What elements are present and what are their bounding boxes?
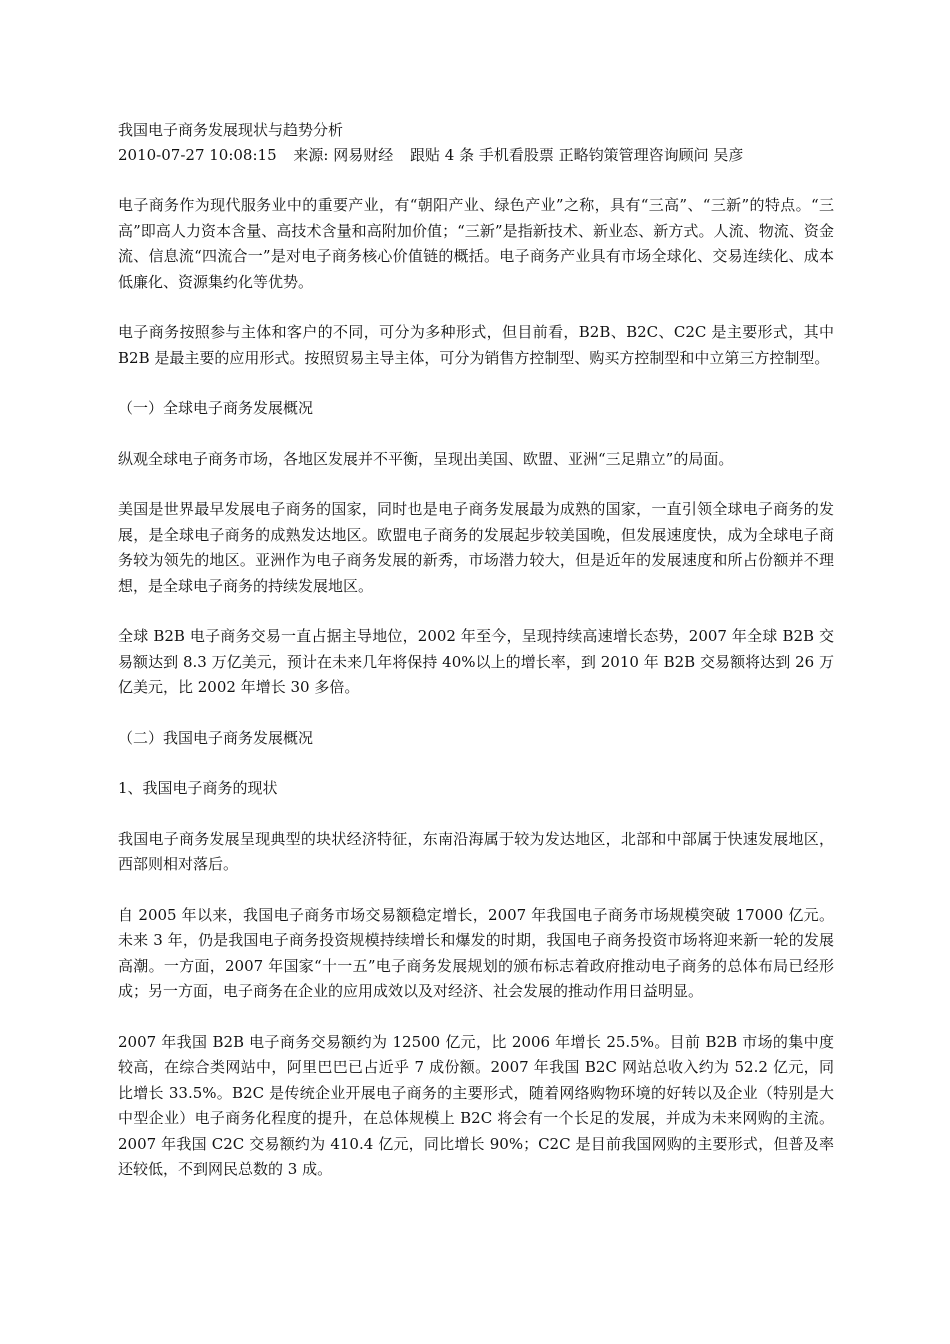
paragraph-intro: 电子商务作为现代服务业中的重要产业，有“朝阳产业、绿色产业”之称，具有“三高”、“三新”的特点。“三高”即高人力资本含量、高技术含量和高附加价值；“三新”是指新技术、新业态、新方式。人流、物流、资金流、信息流“四流合一”是对电子商务核心价值链的概括。电子商务产业具有市场全球化、交易连续化、成本低廉化、资源集约化等优势。 <box>118 196 834 291</box>
article-header <box>118 118 834 168</box>
article-title: 我国电子商务发展现状与趋势分析 <box>118 121 344 139</box>
section-heading-global: （一）全球电子商务发展概况 <box>118 399 314 417</box>
comments-info: 跟贴 4 条 手机看股票 正略钧策管理咨询顾问 吴彦 <box>410 146 744 164</box>
source-label: 来源: 网易财经 <box>293 146 394 164</box>
paragraph-china-segments: 2007 年我国 B2B 电子商务交易额约为 12500 亿元，比 2006 年增长 25.5%。目前 B2B 市场的集中度较高，在综合类网站中，阿里巴巴已占近乎 7 成份额。2007 年我国 B2C 网站总收入约为 52.2 亿元，同比增长 33.5%。B2C 是传统企业开展电子商务的主要形式，随着网络购物环境的好转以及企业（特别是大中型企业）电子商务化程度的提升，在总体规模上 B2C 将会有一个长足的发展，并成为未来网购的主流。2007 年我国 C2C 交易额约为 410.4 亿元，同比增长 90%；C2C 是目前我国网购的主要形式，但普及率还较低，不到网民总数的 3 成。 <box>118 1032 834 1178</box>
publish-datetime: 2010-07-27 10:08:15 <box>118 146 277 164</box>
subsection-heading-status: 1、我国电子商务的现状 <box>118 779 278 797</box>
paragraph-global-b2b: 全球 B2B 电子商务交易一直占据主导地位，2002 年至今，呈现持续高速增长态势，2007 年全球 B2B 交易额达到 8.3 万亿美元，预计在未来几年将保持 40%以上的增长率，到 2010 年 B2B 交易额将达到 26 万亿美元，比 2002 年增长 30 多倍。 <box>118 627 834 696</box>
paragraph-regions: 美国是世界最早发展电子商务的国家，同时也是电子商务发展最为成熟的国家，一直引领全球电子商务的发展，是全球电子商务的成熟发达地区。欧盟电子商务的发展起步较美国晚，但发展速度快，成为全球电子商务较为领先的地区。亚洲作为电子商务发展的新秀，市场潜力较大，但是近年的发展速度和所占份额并不理想，是全球电子商务的持续发展地区。 <box>118 500 834 595</box>
article-meta <box>118 143 834 168</box>
paragraph-forms: 电子商务按照参与主体和客户的不同，可分为多种形式，但目前看，B2B、B2C、C2C 是主要形式，其中 B2B 是最主要的应用形式。按照贸易主导主体，可分为销售方控制型、购买方控制型和中立第三方控制型。 <box>118 323 834 367</box>
paragraph-china-regional: 我国电子商务发展呈现典型的块状经济特征，东南沿海属于较为发达地区，北部和中部属于快速发展地区，西部则相对落后。 <box>118 829 834 873</box>
article <box>118 118 834 1208</box>
section-heading-china: （二）我国电子商务发展概况 <box>118 728 314 747</box>
paragraph-global-overview: 纵观全球电子商务市场，各地区发展并不平衡，呈现出美国、欧盟、亚洲“三足鼎立”的局面。 <box>118 449 734 468</box>
paragraph-china-growth: 自 2005 年以来，我国电子商务市场交易额稳定增长，2007 年我国电子商务市场规模突破 17000 亿元。未来 3 年，仍是我国电子商务投资规模持续增长和爆发的时期，我国电子商务投资市场将迎来新一轮的发展高潮。一方面，2007 年国家“十一五”电子商务发展规划的颁布标志着政府推动电子商务的总体布局已经形成；另一方面，电子商务在企业的应用成效以及对经济、社会发展的推动作用日益明显。 <box>118 905 834 1000</box>
